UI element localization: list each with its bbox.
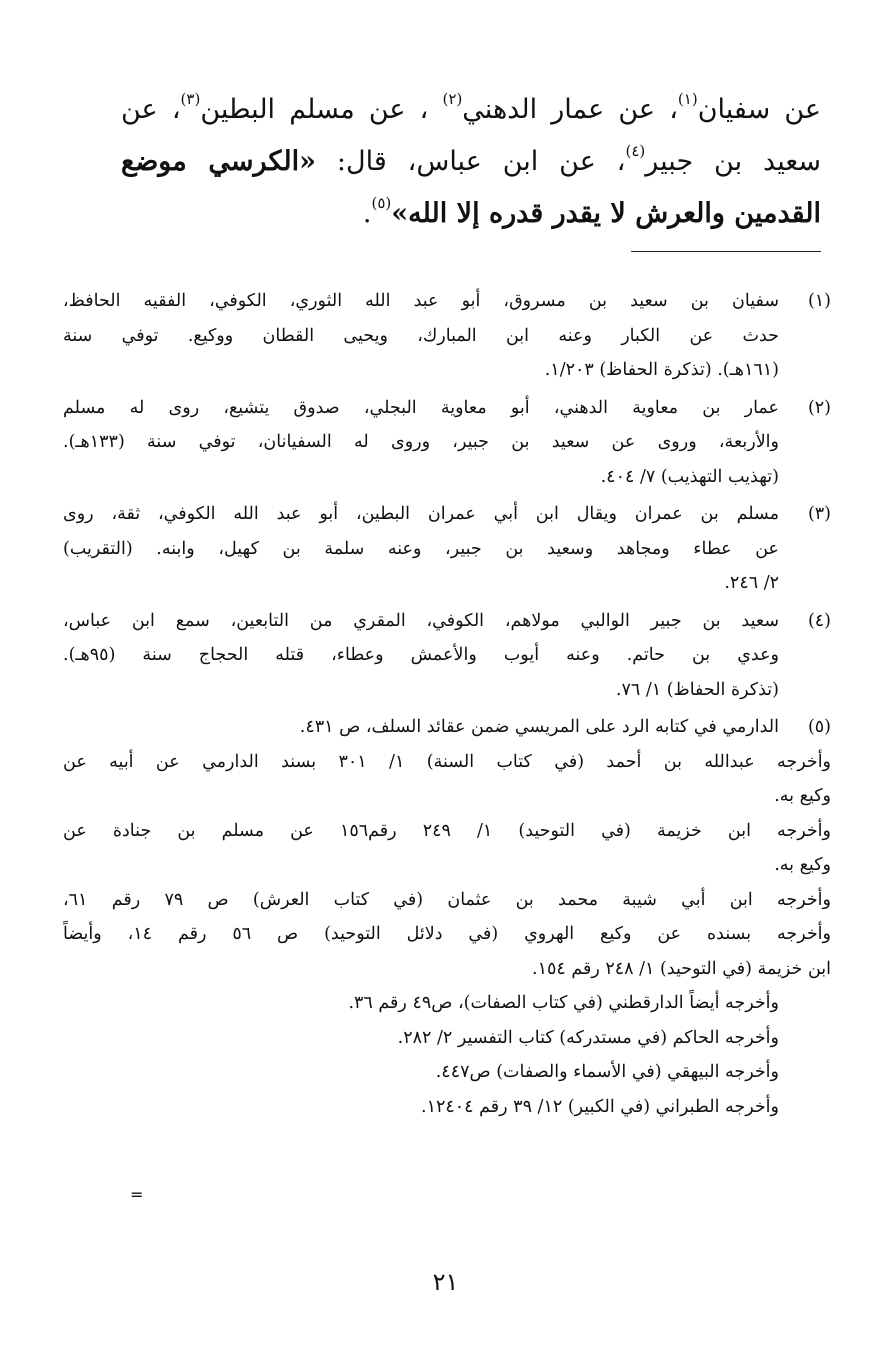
footnote-2 <box>63 391 831 495</box>
main-line-1: عن سفيان$^{(١)}$، عن عمار الدهني$^{(٢)}$ ، عن مسلم البطين$^{(٣)}$، عن <box>121 90 822 125</box>
main-line-3: القدمين والعرش لا يقدر قدره إلا الله»$^{(٥)}$. <box>362 194 821 229</box>
footnote-line: ٢/ ٢٤٦. <box>724 573 779 593</box>
footnote-3 <box>63 497 831 601</box>
footnote-line: وأخرجه ابن خزيمة (في التوحيد) ١/ ٢٤٩ رقم١٥٦ عن مسلم بن جنادة عن <box>63 820 831 841</box>
main-line-2: سعيد بن جبير$^{(٤)}$، عن ابن عباس، قال: «الكرسي موضع <box>121 142 821 177</box>
footnote-ref-4[interactable]: (٤) <box>625 142 646 160</box>
footnote-line: (تذكرة الحفاظ) ١/ ٧٦. <box>615 679 779 700</box>
footnote-ref-5[interactable]: (٥) <box>371 194 392 212</box>
footnote-line: وأخرجه بسنده عن وكيع الهروي (في دلائل التوحيد) ص ٥٦ رقم ١٤، وأيضاً <box>63 924 831 944</box>
main-text <box>121 84 821 240</box>
footnote-line: وأخرجه ابن أبي شيبة محمد بن عثمان (في كتاب العرش) ص ٧٩ رقم ٦١، <box>63 889 831 910</box>
footnote-number: (٤) <box>807 610 831 631</box>
footnote-line: وكيع به. <box>774 786 831 806</box>
footnote-line: وأخرجه الحاكم (في مستدركه) كتاب التفسير ٢/ ٢٨٢. <box>397 1027 779 1048</box>
footnote-line: (تهذيب التهذيب) ٧/ ٤٠٤. <box>600 466 779 487</box>
footnote-5 <box>63 710 831 1124</box>
footnote-line: وأخرجه عبدالله بن أحمد (في كتاب السنة) ١/ ٣٠١ بسند الدارمي عن أبيه عن <box>63 751 832 772</box>
footnote-number: (٣) <box>807 504 831 524</box>
footnote-line: سعيد بن جبير الوالبي مولاهم، الكوفي، المقري من التابعين، سمع ابن عباس، <box>63 610 779 631</box>
quote-text: «الكرسي موضع <box>121 146 316 177</box>
footnote-number: (٥) <box>807 717 831 737</box>
footnote-line: سفيان بن سعيد بن مسروق، أبو عبد الله الثوري، الكوفي، الفقيه الحافظ، <box>63 291 779 311</box>
footnote-ref-2[interactable]: (٢) <box>442 90 463 108</box>
footnote-line: عمار بن معاوية الدهني، أبو معاوية البجلي، صدوق يتشيع، روى له مسلم <box>63 397 779 418</box>
footnote-4 <box>63 604 831 708</box>
footnote-ref-3[interactable]: (٣) <box>180 90 201 108</box>
footnote-line: وأخرجه البيهقي (في الأسماء والصفات) ص٤٤٧. <box>435 1062 779 1082</box>
page-number: ٢١ <box>432 1268 459 1296</box>
footnote-line: وأخرجه أيضاً الدارقطني (في كتاب الصفات)، ص٤٩ رقم ٣٦. <box>348 993 779 1013</box>
footnote-line: وأخرجه الطبراني (في الكبير) ١٢/ ٣٩ رقم ١٢٤٠٤. <box>421 1096 779 1117</box>
footnote-ref-1[interactable]: (١) <box>677 90 698 108</box>
footnote-line: حدث عن الكبار وعنه ابن المبارك، ويحيى القطان ووكيع. توفي سنة <box>63 325 779 346</box>
footnotes <box>63 284 831 1127</box>
quote-text-end: القدمين والعرش لا يقدر قدره إلا الله» <box>391 198 821 229</box>
footnote-separator <box>631 251 821 252</box>
footnote-line: والأربعة، وروى عن سعيد بن جبير، وروى له السفيانان، توفي سنة (١٣٣هـ). <box>63 432 779 452</box>
footnote-line: ابن خزيمة (في التوحيد) ١/ ٢٤٨ رقم ١٥٤. <box>531 958 831 979</box>
footnote-line: مسلم بن عمران ويقال ابن أبي عمران البطين، أبو عبد الله الكوفي، ثقة، روى <box>63 504 779 524</box>
footnote-line: (١٦١هـ). (تذكرة الحفاظ) ١/٢٠٣. <box>544 360 779 380</box>
footnote-line: وكيع به. <box>774 855 831 875</box>
footnote-1 <box>63 284 831 388</box>
footnote-number: (٢) <box>807 397 831 418</box>
footnote-line: وعدي بن حاتم. وعنه أيوب والأعمش وعطاء، قتله الحجاج سنة (٩٥هـ). <box>63 645 779 665</box>
footnote-line: عن عطاء ومجاهد وسعيد بن جبير، وعنه سلمة بن كهيل، وابنه. (التقريب) <box>63 538 779 559</box>
footnote-line: الدارمي في كتابه الرد على المريسي ضمن عقائد السلف، ص ٤٣١. <box>299 717 779 737</box>
continuation-mark: = <box>130 1185 144 1204</box>
footnote-number: (١) <box>807 291 831 311</box>
